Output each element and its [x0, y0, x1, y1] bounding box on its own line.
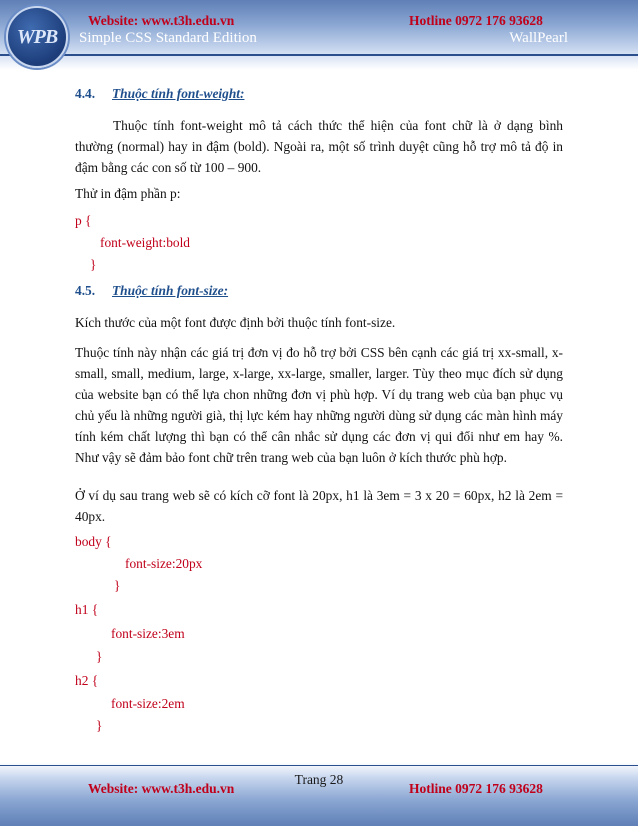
footer-hotline: Hotline 0972 176 93628 [409, 781, 543, 796]
code-line: h2 { [75, 673, 99, 688]
code-line: font-weight:bold [100, 235, 191, 250]
paragraph: Thuộc tính font-weight mô tả cách thức thể hiện của font chữ là ở dạng bình thường (normal) hay in đậm (bold). Ngoài ra, một số trình duyệt cũng hỗ trợ mô tả độ in đậm bằng các con số từ 100 – 900. [75, 118, 563, 175]
header-brand: WallPearl [509, 30, 568, 46]
code-line: body { [75, 534, 112, 549]
code-line: h1 { [75, 602, 99, 617]
section-title: Thuộc tính font-weight: [112, 86, 245, 101]
code-line: } [90, 257, 97, 272]
header-hotline: Hotline 0972 176 93628 [409, 13, 543, 28]
header-website: Website: www.t3h.edu.vn [88, 13, 235, 28]
paragraph: Thuộc tính này nhận các giá trị đơn vị đo hỗ trợ bởi CSS bên cạnh các giá trị xx-small, x-small, small, medium, large, x-large, xx-large, smaller, larger. Tùy theo mục đích sử dụng của website bạn có thể lựa chon những đơn vị phù hợp. Ví dụ trang web của bạn phục vụ chủ yếu là những người già, thị lực kém hay những người dùng sử dụng các màn hình máy tính kém chất lượng thì bạn có thể cân nhắc sử dụng các đơn vị qui đổi như em hay %. Như vậy sẽ đảm bảo font chữ trên trang web của bạn luôn ở kích thước phù hợp. [75, 345, 563, 465]
code-line: font-size:20px [125, 556, 203, 571]
code-line: p { [75, 213, 92, 228]
section-title: Thuộc tính font-size: [112, 283, 229, 298]
header-edition: Simple CSS Standard Edition [79, 30, 257, 46]
code-line: font-size:2em [111, 696, 185, 711]
footer-website: Website: www.t3h.edu.vn [88, 781, 235, 796]
page-number: Trang 28 [294, 772, 344, 787]
header-divider [0, 54, 638, 56]
wpb-logo [6, 6, 68, 68]
paragraph: Ở ví dụ sau trang web sẽ có kích cỡ font là 20px, h1 là 3em = 3 x 20 = 60px, h2 là 2em = 40px. [75, 488, 563, 524]
logo-text: WPB [16, 26, 58, 48]
code-line: font-size:3em [111, 626, 185, 641]
code-line: } [96, 718, 103, 733]
section-4-4-heading [75, 86, 244, 102]
section-number: 4.4. [75, 86, 96, 101]
paragraph: Thử in đậm phần p: [75, 186, 181, 201]
section-number: 4.5. [75, 283, 96, 298]
code-line: } [114, 578, 121, 593]
code-line: } [96, 649, 103, 664]
section-4-5-heading [75, 283, 228, 299]
paragraph: Kích thước của một font được định bởi thuộc tính font-size. [75, 315, 396, 330]
footer-divider [0, 765, 638, 766]
